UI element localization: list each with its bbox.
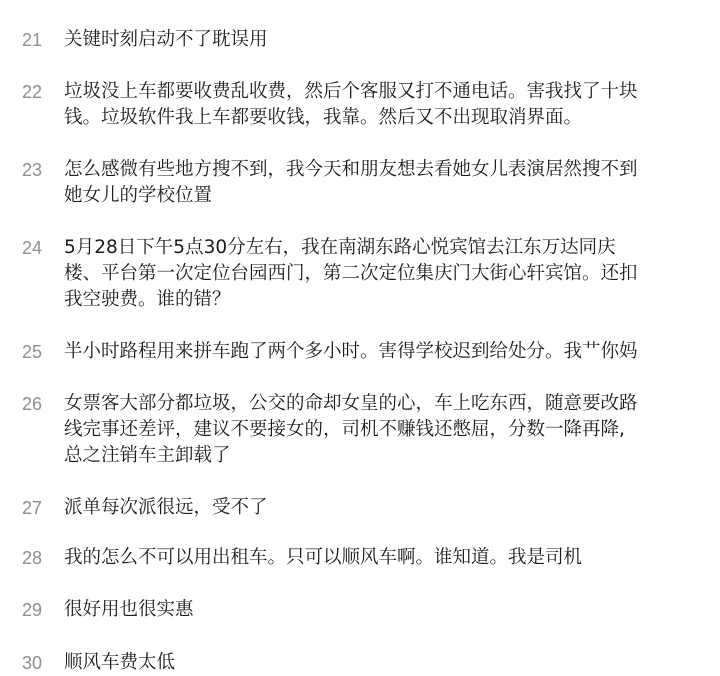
item-text-line: 女票客大部分都垃圾，公交的命却女皇的心，车上吃东西，随意要改路 <box>64 393 638 414</box>
item-text-line: 半小时路程用来拼车跑了两个多小时。害得学校迟到给处分。我艹你妈 <box>64 341 638 362</box>
item-text-line: 派单每次派很远，受不了 <box>64 497 268 518</box>
item-number: 23 <box>22 160 43 180</box>
item-number: 29 <box>22 600 43 620</box>
item-text <box>64 597 696 623</box>
item-text-line: 关键时刻启动不了耽误用 <box>64 29 268 50</box>
item-number: 22 <box>22 82 43 102</box>
item-text <box>64 235 696 313</box>
item-text <box>64 339 696 365</box>
item-text-line: 线完事还差评，建议不要接女的，司机不赚钱还憋屈，分数一降再降, <box>64 419 625 440</box>
item-text <box>64 495 696 521</box>
item-text-line: 我空驶费。谁的错？ <box>64 289 231 310</box>
item-text-line: 顺风车费太低 <box>64 652 176 673</box>
item-number: 30 <box>22 653 43 673</box>
item-text-line: 她女儿的学校位置 <box>64 185 213 206</box>
item-text-line: 钱。垃圾软件我上车都要收钱，我靠。然后又不出现取消界面。 <box>64 107 583 128</box>
item-text <box>64 27 696 53</box>
item-text-line: 垃圾没上车都要收费乱收费，然后个客服又打不通电话。害我找了十块 <box>64 81 638 102</box>
item-number: 24 <box>22 238 43 258</box>
item-text-line: 很好用也很实惠 <box>64 599 194 620</box>
item-number: 28 <box>22 548 43 568</box>
item-text <box>64 545 696 571</box>
item-number: 21 <box>22 30 43 50</box>
item-text-line: 5月28日下午5点30分左右，我在南湖东路心悦宾馆去江东万达同庆 <box>64 237 616 258</box>
item-text-line: 楼、平台第一次定位台园西门，第二次定位集庆门大街心轩宾馆。还扣 <box>64 263 638 284</box>
item-text-line: 怎么感微有些地方搜不到，我今天和朋友想去看她女儿表演居然搜不到 <box>64 159 638 180</box>
item-text <box>64 391 696 469</box>
item-number: 25 <box>22 342 43 362</box>
item-text <box>64 650 696 676</box>
item-text <box>64 79 696 131</box>
item-text <box>64 157 696 209</box>
item-number: 27 <box>22 498 43 518</box>
item-number: 26 <box>22 394 43 414</box>
item-text-line: 总之注销车主卸载了 <box>64 445 231 466</box>
item-text-line: 我的怎么不可以用出租车。只可以顺风车啊。谁知道。我是司机 <box>64 547 583 568</box>
